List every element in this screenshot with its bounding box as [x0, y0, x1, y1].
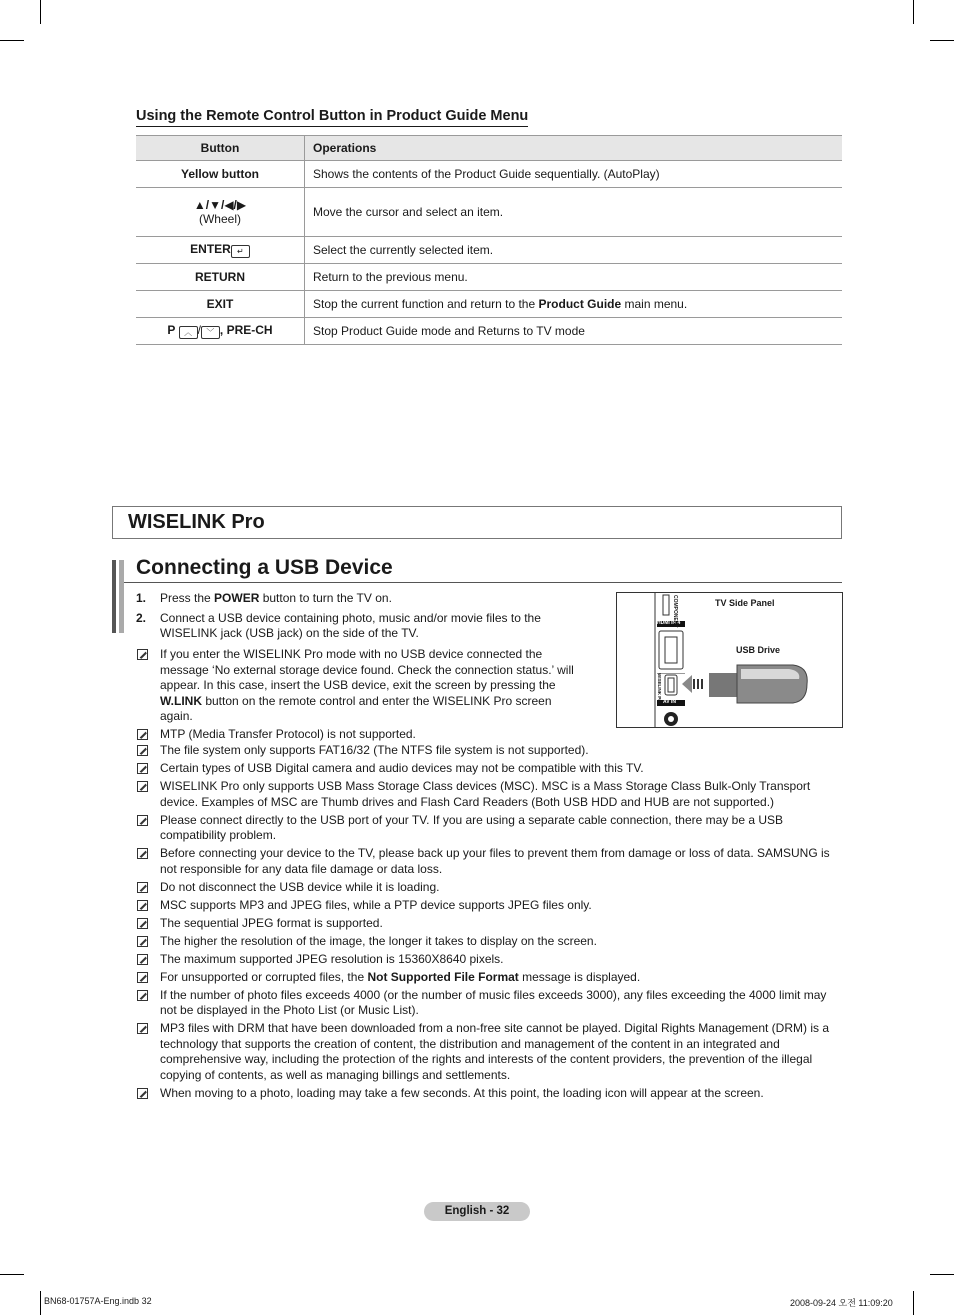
note-item: [136, 970, 842, 986]
operation-text: Stop the current function and return to the: [313, 297, 539, 311]
note-icon: [137, 649, 149, 661]
button-cell: [136, 188, 305, 237]
banner-title: WISELINK Pro: [128, 511, 265, 533]
enter-label: ENTER: [190, 242, 231, 256]
product-guide-bold: Product Guide: [538, 297, 622, 311]
note-text: For unsupported or corrupted files, the: [160, 969, 368, 984]
column-header-operations: Operations: [305, 136, 843, 161]
step-item: [136, 611, 596, 642]
note-icon: [137, 936, 149, 948]
note-list-top: [136, 647, 586, 745]
column-header-button: Button: [136, 136, 305, 161]
footer-timestamp: 2008-09-24 오전 11:09:20: [790, 1298, 893, 1308]
note-text: MP3 files with DRM that have been downloaded from a non-free site cannot be played. Digital Rights Management (DRM) is a technology that supports the creation of content, the distribution and management of the content in an integrated and comprehensive way, including the protection of the rights and interests of the content providers, the prevention of the illegal copying of contents, as well as managing billings and settlements.: [160, 1021, 829, 1082]
step-number: 2.: [136, 610, 147, 625]
note-text: The file system only supports FAT16/32 (The NTFS file system is not supported).: [160, 743, 589, 757]
note-item: [136, 988, 842, 1019]
remote-button-table: [136, 135, 842, 345]
note-icon: [137, 763, 149, 775]
note-item: [136, 880, 842, 896]
table-header-row: [136, 136, 842, 161]
note-text: Please connect directly to the USB port of your TV. If you are using a separate cable connection, there may be a USB compatibility problem.: [160, 812, 784, 842]
enter-icon: ↵: [231, 245, 250, 258]
note-icon: [137, 990, 149, 1002]
usb-connection-figure: [616, 592, 843, 728]
note-item: [136, 779, 842, 810]
table-row: [136, 237, 842, 264]
operation-cell: Select the currently selected item.: [305, 237, 843, 264]
step-text: Connect a USB device containing photo, music and/or movie files to the WISELINK jack (USB jack) on the side of the TV.: [160, 610, 541, 640]
note-item: [136, 1086, 842, 1102]
crop-mark: [40, 0, 41, 24]
button-cell: EXIT: [136, 291, 305, 318]
note-icon: [137, 1088, 149, 1100]
operation-cell: Shows the contents of the Product Guide sequentially. (AutoPlay): [305, 161, 843, 188]
section-bar: [112, 560, 116, 633]
note-item: [136, 727, 586, 743]
note-item: [136, 916, 842, 932]
note-text: If the number of photo files exceeds 4000 (or the number of music files exceeds 3000), any files exceeding the 4000 limit may not be displayed in the Photo List (or Music List).: [160, 987, 827, 1017]
av-label: AV IN: [663, 699, 676, 705]
button-cell: [136, 318, 305, 345]
wlink-bold: W.LINK: [160, 693, 202, 708]
tv-side-panel-label: TV Side Panel: [715, 598, 775, 608]
section-title: Connecting a USB Device: [136, 556, 393, 579]
crop-mark: [913, 0, 914, 24]
wheel-label: (Wheel): [198, 212, 241, 226]
note-icon: [137, 882, 149, 894]
section-rule: [124, 582, 842, 583]
note-item: [136, 846, 842, 877]
note-item: [136, 934, 842, 950]
table-row: [136, 264, 842, 291]
step-number: 1.: [136, 591, 147, 605]
note-text: MSC supports MP3 and JPEG files, while a PTP device supports JPEG files only.: [160, 897, 592, 912]
note-icon: [137, 900, 149, 912]
note-icon: [137, 815, 149, 827]
not-supported-bold: Not Supported File Format: [367, 969, 519, 984]
component-label: COMPONENT: [672, 595, 678, 628]
power-bold: POWER: [214, 591, 260, 605]
button-cell: RETURN: [136, 264, 305, 291]
note-item: [136, 743, 842, 759]
crop-mark: [0, 40, 24, 41]
wiselink-banner: [112, 506, 842, 539]
note-text: Before connecting your device to the TV, please back up your files to prevent them from damage or loss of data. SAMSUNG is not responsible for any data file damage or data loss.: [160, 846, 830, 876]
note-text: message is displayed.: [518, 969, 641, 984]
note-text: Certain types of USB Digital camera and audio devices may not be compatible with this TV.: [160, 761, 644, 775]
note-text: WISELINK Pro only supports USB Mass Storage Class devices (MSC). MSC is a Mass Storage Class Bulk-Only Transport device. Examples of MSC are Thumb drives and Flash Card Readers (Both USB HDD and HUB are not supported.): [160, 779, 811, 809]
note-icon: [137, 848, 149, 860]
note-icon: [137, 918, 149, 930]
note-text: The sequential JPEG format is supported.: [160, 915, 383, 930]
note-text: Do not disconnect the USB device while it is loading.: [160, 879, 440, 894]
step-item: [136, 591, 596, 607]
p-label: P: [167, 323, 176, 337]
crop-mark: [913, 1291, 914, 1315]
note-icon: [137, 954, 149, 966]
table-row: [136, 318, 842, 345]
button-cell: Yellow button: [136, 161, 305, 188]
table-row: [136, 188, 842, 237]
note-item: [136, 898, 842, 914]
section-bar: [119, 560, 124, 633]
tv-side-panel-illustration: [617, 593, 842, 727]
note-list: [136, 743, 842, 1104]
operation-cell: [305, 291, 843, 318]
crop-mark: [930, 1274, 954, 1275]
note-text: The higher the resolution of the image, the longer it takes to display on the screen.: [160, 933, 597, 948]
note-icon: [137, 729, 149, 741]
crop-mark: [0, 1274, 24, 1275]
table-row: [136, 161, 842, 188]
table-heading: Using the Remote Control Button in Product Guide Menu: [136, 108, 528, 127]
wiselink-port-label: WISELINK Pro: [657, 673, 662, 704]
usb-drive-label: USB Drive: [736, 645, 781, 655]
button-cell: [136, 237, 305, 264]
note-icon: [137, 1023, 149, 1035]
note-icon: [137, 972, 149, 984]
footer-file-name: BN68-01757A-Eng.indb 32: [44, 1296, 152, 1306]
crop-mark: [930, 40, 954, 41]
note-item: [136, 761, 842, 777]
note-item: [136, 1021, 842, 1083]
step-text: Press the: [160, 591, 215, 605]
note-text: The maximum supported JPEG resolution is 15360X8640 pixels.: [160, 951, 504, 966]
channel-down-icon: ﹀: [201, 326, 220, 339]
operation-text: main menu.: [621, 297, 688, 311]
operation-cell: Return to the previous menu.: [305, 264, 843, 291]
operation-cell: Stop Product Guide mode and Returns to TV mode: [305, 318, 843, 345]
note-text: If you enter the WISELINK Pro mode with no USB device connected the message ‘No external storage device found. Check the connection status.’ will appear. In this case, insert the USB device, exit the screen by pressing the: [160, 647, 574, 692]
page-number: English - 32: [424, 1202, 530, 1221]
step-list: [136, 591, 596, 646]
note-text: MTP (Media Transfer Protocol) is not supported.: [160, 727, 416, 741]
crop-mark: [40, 1291, 41, 1315]
separator: /: [197, 323, 201, 337]
note-text: button on the remote control and enter the WISELINK Pro screen again.: [160, 693, 552, 723]
hdmi-label: HDMI IN 4: [657, 620, 681, 626]
step-text: button to turn the TV on.: [259, 591, 392, 605]
note-icon: [137, 781, 149, 793]
operation-cell: Move the cursor and select an item.: [305, 188, 843, 237]
note-text: When moving to a photo, loading may take a few seconds. At this point, the loading icon will appear at the screen.: [160, 1085, 764, 1100]
table-row: [136, 291, 842, 318]
note-icon: [137, 745, 149, 757]
arrow-keys-label: ▲/▼/◀/▶: [193, 198, 247, 212]
channel-up-icon: ︿: [179, 326, 198, 339]
note-item: [136, 952, 842, 968]
pre-ch-label: , PRE-CH: [219, 323, 273, 337]
note-item: [136, 813, 842, 844]
note-item: [136, 647, 586, 725]
